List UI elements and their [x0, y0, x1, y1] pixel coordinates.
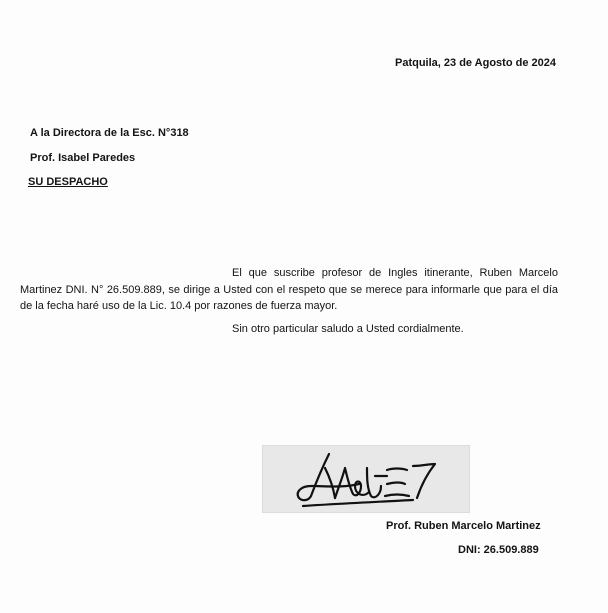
body-paragraph: El que suscribe profesor de Ingles itinerante, Ruben Marcelo Martinez DNI. N° 26.509.889, se dirige a Usted con el respeto que se merece para informarle que para el día de la fecha haré uso de la Lic. 10.4 por razones de fuerza mayor. — [20, 267, 558, 312]
signature-image — [262, 445, 470, 513]
recipient-title: A la Directora de la Esc. N°318 — [30, 127, 189, 139]
letter-body — [20, 265, 558, 315]
recipient-office: SU DESPACHO — [28, 176, 108, 188]
signer-dni: DNI: 26.509.889 — [458, 544, 539, 556]
recipient-name: Prof. Isabel Paredes — [30, 152, 136, 164]
signature-scribble — [263, 446, 469, 512]
place-date: Patquila, 23 de Agosto de 2024 — [395, 57, 556, 69]
signer-name: Prof. Ruben Marcelo Martinez — [386, 520, 541, 532]
closing-line: Sin otro particular saludo a Usted cordialmente. — [232, 323, 464, 335]
